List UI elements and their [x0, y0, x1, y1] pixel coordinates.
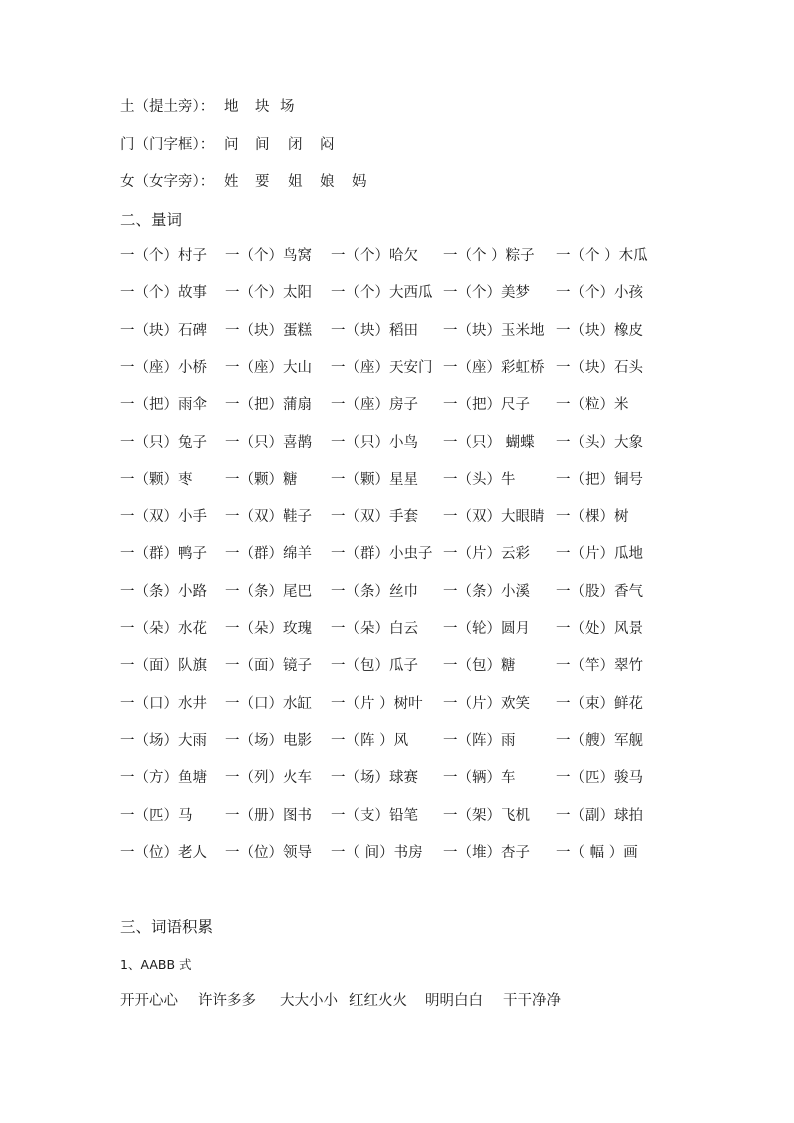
measure-word-item: 一（个）小孩	[556, 285, 643, 301]
measure-word-item: 一（块）蛋糕	[225, 323, 312, 339]
radical-word: 块	[255, 99, 270, 115]
measure-word-item: 一（块）石头	[556, 360, 643, 376]
radical-word: 要	[255, 174, 270, 190]
measure-word-item: 一（把）雨伞	[120, 397, 207, 413]
measure-word-item: 一（双）手套	[331, 509, 418, 525]
measure-word-item: 一（束）鲜花	[556, 696, 643, 712]
measure-word-item: 一（场）电影	[225, 733, 312, 749]
radical-word: 娘	[320, 174, 335, 190]
measure-word-item: 一（个）太阳	[225, 285, 312, 301]
measure-word-item: 一（把）蒲扇	[225, 397, 312, 413]
measure-word-item: 一（股）香气	[556, 584, 643, 600]
measure-word-item: 一（条）尾巴	[225, 584, 312, 600]
measure-word-item: 一（只）小鸟	[331, 435, 418, 451]
measure-word-item: 一（副）球拍	[556, 808, 643, 824]
measure-word-item: 一（棵）树	[556, 509, 629, 525]
measure-word-item: 一（处）风景	[556, 621, 643, 637]
measure-word-item: 一（群）小虫子	[331, 546, 433, 562]
aabb-word: 明明白白	[425, 993, 483, 1009]
aabb-word: 干干净净	[503, 993, 561, 1009]
measure-word-item: 一（艘）军舰	[556, 733, 643, 749]
measure-word-item: 一（方）鱼塘	[120, 770, 207, 786]
subheading-aabb: 1、AABB 式	[120, 957, 192, 972]
measure-word-item: 一（颗）星星	[331, 472, 418, 488]
radical-word: 闭	[288, 137, 303, 153]
measure-word-item: 一（片 ）树叶	[331, 696, 423, 712]
radical-word: 闷	[320, 137, 335, 153]
aabb-word: 开开心心	[120, 993, 178, 1009]
measure-word-item: 一（册）图书	[225, 808, 312, 824]
measure-word-item: 一（辆）车	[443, 770, 516, 786]
radical-word: 妈	[352, 174, 367, 190]
measure-word-item: 一（群）绵羊	[225, 546, 312, 562]
measure-word-item: 一（个）哈欠	[331, 248, 418, 264]
measure-word-item: 一（个 ）木瓜	[556, 248, 648, 264]
measure-word-item: 一（口）水井	[120, 696, 207, 712]
measure-word-item: 一（列）火车	[225, 770, 312, 786]
radical-word: 姐	[288, 174, 303, 190]
measure-word-item: 一（阵 ）风	[331, 733, 409, 749]
measure-word-item: 一（朵）玫瑰	[225, 621, 312, 637]
measure-word-item: 一（支）铅笔	[331, 808, 418, 824]
measure-word-item: 一（块）橡皮	[556, 323, 643, 339]
measure-word-item: 一（朵）白云	[331, 621, 418, 637]
measure-word-item: 一（个）鸟窝	[225, 248, 312, 264]
measure-word-item: 一（个）村子	[120, 248, 207, 264]
measure-word-item: 一（ 幅 ）画	[556, 845, 638, 861]
measure-word-item: 一（阵）雨	[443, 733, 516, 749]
measure-word-item: 一（块）玉米地	[443, 323, 545, 339]
measure-word-item: 一（片）欢笑	[443, 696, 530, 712]
measure-word-item: 一（座）天安门	[331, 360, 433, 376]
measure-word-item: 一（场）球赛	[331, 770, 418, 786]
measure-word-item: 一（堆）杏子	[443, 845, 530, 861]
section-heading-measure-words: 二、量词	[120, 211, 183, 229]
measure-word-item: 一（头）大象	[556, 435, 643, 451]
radical-word: 姓	[224, 174, 239, 190]
measure-word-item: 一（座）大山	[225, 360, 312, 376]
measure-word-item: 一（朵）水花	[120, 621, 207, 637]
measure-word-item: 一（把）尺子	[443, 397, 530, 413]
measure-word-item: 一（双）鞋子	[225, 509, 312, 525]
measure-word-item: 一（片）瓜地	[556, 546, 643, 562]
measure-word-item: 一（面）队旗	[120, 658, 207, 674]
measure-word-item: 一（只）兔子	[120, 435, 207, 451]
radical-word: 问	[224, 137, 239, 153]
measure-word-item: 一（ 间）书房	[331, 845, 423, 861]
measure-word-item: 一（条）丝巾	[331, 584, 418, 600]
measure-word-item: 一（条）小溪	[443, 584, 530, 600]
measure-word-item: 一（座）房子	[331, 397, 418, 413]
measure-word-item: 一（个）美梦	[443, 285, 530, 301]
measure-word-item: 一（双）小手	[120, 509, 207, 525]
measure-word-item: 一（块）石碑	[120, 323, 207, 339]
aabb-word: 许许多多	[198, 993, 256, 1009]
measure-word-item: 一（轮）圆月	[443, 621, 530, 637]
radical-label: 土（提土旁）：	[120, 99, 215, 115]
measure-word-item: 一（条）小路	[120, 584, 207, 600]
measure-word-item: 一（场）大雨	[120, 733, 207, 749]
measure-word-item: 一（双）大眼睛	[443, 509, 545, 525]
measure-word-item: 一（颗）枣	[120, 472, 193, 488]
measure-word-item: 一（群）鸭子	[120, 546, 207, 562]
measure-word-item: 一（座）小桥	[120, 360, 207, 376]
measure-word-item: 一（包）糖	[443, 658, 516, 674]
measure-word-item: 一（片）云彩	[443, 546, 530, 562]
measure-word-item: 一（位）领导	[225, 845, 312, 861]
measure-word-item: 一（包）瓜子	[331, 658, 418, 674]
aabb-word: 红红火火	[349, 993, 407, 1009]
measure-word-item: 一（个 ）粽子	[443, 248, 535, 264]
section-heading-word-accumulation: 三、词语积累	[120, 918, 214, 936]
measure-word-item: 一（架）飞机	[443, 808, 530, 824]
measure-word-item: 一（只） 蝴蝶	[443, 435, 535, 451]
measure-word-item: 一（座）彩虹桥	[443, 360, 545, 376]
measure-word-item: 一（头）牛	[443, 472, 516, 488]
measure-word-item: 一（匹）骏马	[556, 770, 643, 786]
measure-word-item: 一（颗）糖	[225, 472, 298, 488]
radical-word: 间	[255, 137, 270, 153]
measure-word-item: 一（竿）翠竹	[556, 658, 643, 674]
measure-word-item: 一（面）镜子	[225, 658, 312, 674]
measure-word-item: 一（只）喜鹊	[225, 435, 312, 451]
measure-word-item: 一（块）稻田	[331, 323, 418, 339]
radical-label: 门（门字框）：	[120, 137, 215, 153]
measure-word-item: 一（个）大西瓜	[331, 285, 433, 301]
measure-word-item: 一（口）水缸	[225, 696, 312, 712]
radical-word: 场	[280, 99, 295, 115]
measure-word-item: 一（匹）马	[120, 808, 193, 824]
measure-word-item: 一（把）铜号	[556, 472, 643, 488]
aabb-word: 大大小小	[280, 993, 338, 1009]
radical-label: 女（女字旁）：	[120, 174, 215, 190]
measure-word-item: 一（位）老人	[120, 845, 207, 861]
radical-word: 地	[224, 99, 239, 115]
measure-word-item: 一（粒）米	[556, 397, 629, 413]
measure-word-item: 一（个）故事	[120, 285, 207, 301]
